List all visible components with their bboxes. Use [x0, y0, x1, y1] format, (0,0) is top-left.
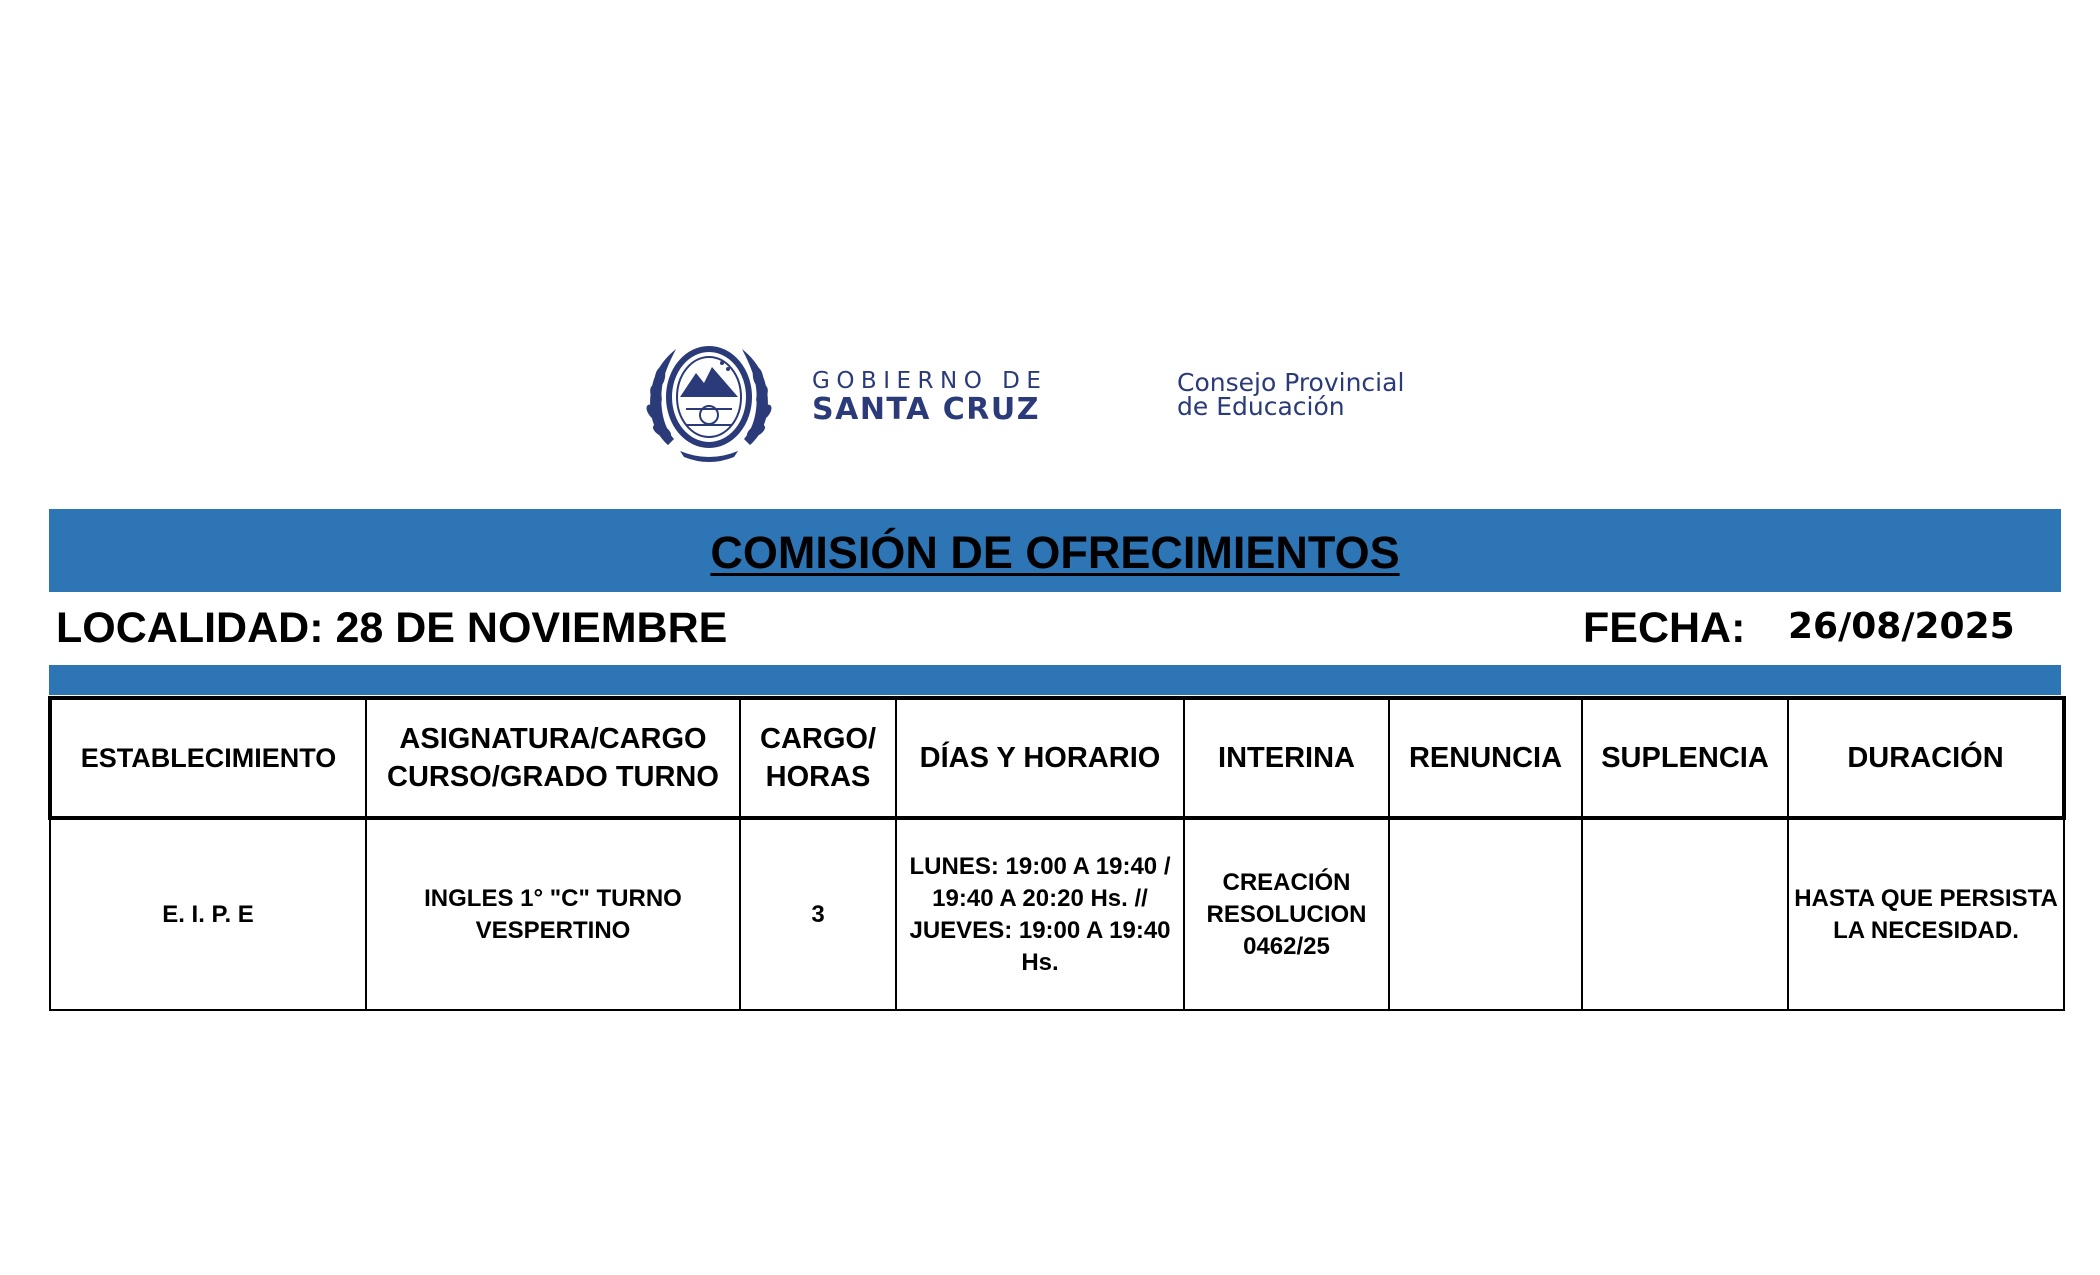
header-cargo-horas: CARGO/ HORAS: [740, 698, 896, 818]
header-establecimiento: ESTABLECIMIENTO: [50, 698, 366, 818]
cell-duracion: HASTA QUE PERSISTA LA NECESIDAD.: [1788, 818, 2064, 1010]
cell-asignatura: INGLES 1° "C" TURNO VESPERTINO: [366, 818, 740, 1010]
date-value: 26/08/2025: [1788, 606, 2015, 647]
locality-label: LOCALIDAD: 28 DE NOVIEMBRE: [56, 604, 728, 652]
cell-renuncia: [1389, 818, 1582, 1010]
council-logotype: [1177, 368, 1405, 421]
cell-establecimiento: E. I. P. E: [50, 818, 366, 1010]
page-title: COMISIÓN DE OFRECIMIENTOS: [710, 526, 1400, 578]
title-band: [49, 509, 2061, 592]
government-logotype: [812, 368, 1047, 426]
council-line1: Consejo Provincial: [1177, 368, 1405, 397]
table-header-row: [50, 698, 2064, 818]
cell-cargo-horas: 3: [740, 818, 896, 1010]
header-asignatura: ASIGNATURA/CARGO CURSO/GRADO TURNO: [366, 698, 740, 818]
government-line1: GOBIERNO DE: [812, 368, 1048, 394]
cell-suplencia: [1582, 818, 1788, 1010]
header-dias-horario: DÍAS Y HORARIO: [896, 698, 1184, 818]
offers-table: [48, 696, 2066, 1011]
government-line2: SANTA CRUZ: [812, 392, 1040, 427]
council-line2: de Educación: [1177, 392, 1345, 421]
cell-dias-horario: LUNES: 19:00 A 19:40 / 19:40 A 20:20 Hs. // JUEVES: 19:00 A 19:40 Hs.: [896, 818, 1184, 1010]
header-renuncia: RENUNCIA: [1389, 698, 1582, 818]
header-duracion: DURACIÓN: [1788, 698, 2064, 818]
separator-strip: [49, 665, 2061, 695]
header-suplencia: SUPLENCIA: [1582, 698, 1788, 818]
header-interina: INTERINA: [1184, 698, 1389, 818]
cell-interina: CREACIÓN RESOLUCION 0462/25: [1184, 818, 1389, 1010]
santa-cruz-seal-icon: [640, 333, 778, 465]
date-label: FECHA:: [1583, 604, 1746, 652]
table-row: [50, 818, 2064, 1010]
